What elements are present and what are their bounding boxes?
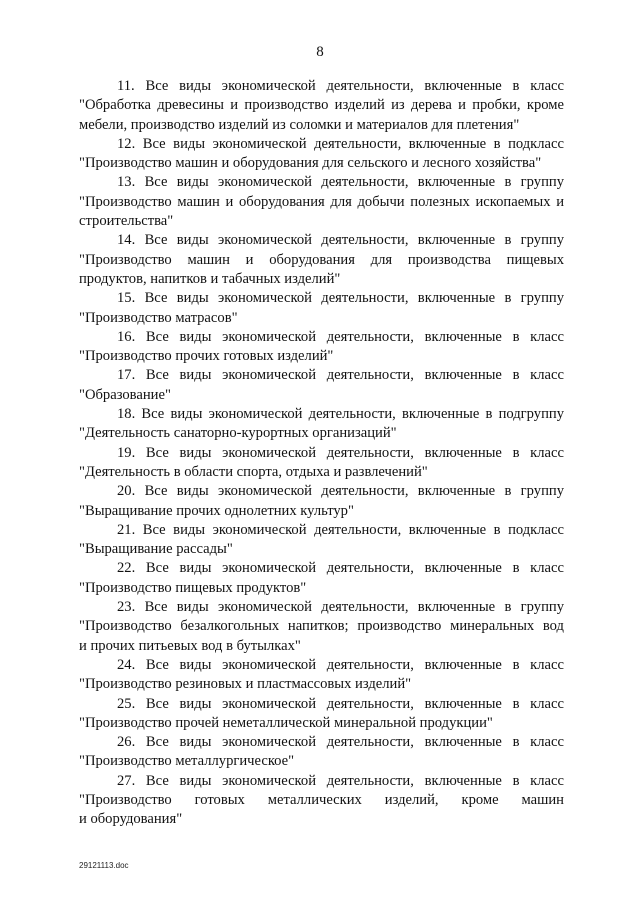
list-item-lead-line: 17. Все виды экономической деятельности, включенные в класс <box>117 367 564 384</box>
list-item-line: "Выращивание прочих однолетних культур" <box>79 502 354 519</box>
list-item-line: "Производство готовых металлических изделий, кроме машин <box>79 791 564 808</box>
list-item-line: "Производство матрасов" <box>79 309 238 326</box>
list-item-lead-line: 18. Все виды экономической деятельности, включенные в подгруппу <box>117 406 564 423</box>
page-number: 8 <box>316 44 324 60</box>
list-item-line: "Производство машин и оборудования для производства пищевых <box>79 251 564 268</box>
list-item-line: "Производство безалкогольных напитков; производство минеральных вод <box>79 618 564 635</box>
list-item <box>79 405 564 444</box>
list-item <box>79 656 564 695</box>
list-item-lead-line: 14. Все виды экономической деятельности, включенные в группу <box>117 232 564 249</box>
list-item <box>79 444 564 483</box>
list-item-lead-line: 21. Все виды экономической деятельности, включенные в подкласс <box>117 521 564 538</box>
list-item-line: продуктов, напитков и табачных изделий" <box>79 270 341 287</box>
list-item-line: и прочих питьевых вод в бутылках" <box>79 637 301 654</box>
list-item-line: "Производство пищевых продуктов" <box>79 579 307 596</box>
list-item <box>79 598 564 656</box>
list-item-line: "Деятельность санаторно-курортных организаций" <box>79 425 397 442</box>
list-item-lead-line: 22. Все виды экономической деятельности, включенные в класс <box>117 560 564 577</box>
list-item <box>79 559 564 598</box>
list-item-lead-line: 26. Все виды экономической деятельности, включенные в класс <box>117 734 564 751</box>
list-item <box>79 482 564 521</box>
list-item-line: строительства" <box>79 213 174 230</box>
list-item <box>79 77 564 135</box>
list-item-lead-line: 13. Все виды экономической деятельности, включенные в группу <box>117 174 564 191</box>
list-item-line: "Производство машин и оборудования для сельского и лесного хозяйства" <box>79 155 542 172</box>
list-item-lead-line: 27. Все виды экономической деятельности, включенные в класс <box>117 772 564 789</box>
list-item-lead-line: 20. Все виды экономической деятельности, включенные в группу <box>117 483 564 500</box>
document-body <box>79 77 564 830</box>
list-item <box>79 695 564 734</box>
list-item <box>79 521 564 560</box>
list-item-line: "Обработка древесины и производство изделий из дерева и пробки, кроме <box>79 97 564 114</box>
list-item-lead-line: 12. Все виды экономической деятельности, включенные в подкласс <box>117 135 564 152</box>
list-item-lead-line: 15. Все виды экономической деятельности, включенные в группу <box>117 290 564 307</box>
list-item-line: "Производство резиновых и пластмассовых изделий" <box>79 676 412 693</box>
list-item <box>79 135 564 174</box>
list-item-line: "Производство машин и оборудования для добычи полезных ископаемых и <box>79 193 564 210</box>
list-item-line: "Деятельность в области спорта, отдыха и развлечений" <box>79 463 428 480</box>
list-item <box>79 289 564 328</box>
list-item-line: мебели, производство изделий из соломки и материалов для плетения" <box>79 116 520 133</box>
list-item-line: и оборудования" <box>79 811 183 828</box>
list-item <box>79 328 564 367</box>
list-item-lead-line: 11. Все виды экономической деятельности, включенные в класс <box>117 78 564 94</box>
list-item <box>79 231 564 289</box>
list-item-lead-line: 25. Все виды экономической деятельности, включенные в класс <box>117 695 564 712</box>
list-item-lead-line: 19. Все виды экономической деятельности, включенные в класс <box>117 444 564 461</box>
list-item-lead-line: 24. Все виды экономической деятельности, включенные в класс <box>117 656 564 673</box>
list-item <box>79 772 564 830</box>
file-name-footer: 29121113.doc <box>79 861 129 870</box>
list-item-line: "Выращивание рассады" <box>79 541 233 558</box>
list-item-line: "Производство прочей неметаллической минеральной продукции" <box>79 714 493 731</box>
list-item <box>79 173 564 231</box>
list-item-line: "Производство металлургическое" <box>79 753 295 770</box>
list-item <box>79 366 564 405</box>
list-item-line: "Образование" <box>79 386 171 403</box>
list-item-line: "Производство прочих готовых изделий" <box>79 348 334 365</box>
list-item-lead-line: 16. Все виды экономической деятельности, включенные в класс <box>117 328 564 345</box>
list-item <box>79 733 564 772</box>
list-item-lead-line: 23. Все виды экономической деятельности, включенные в группу <box>117 599 564 616</box>
